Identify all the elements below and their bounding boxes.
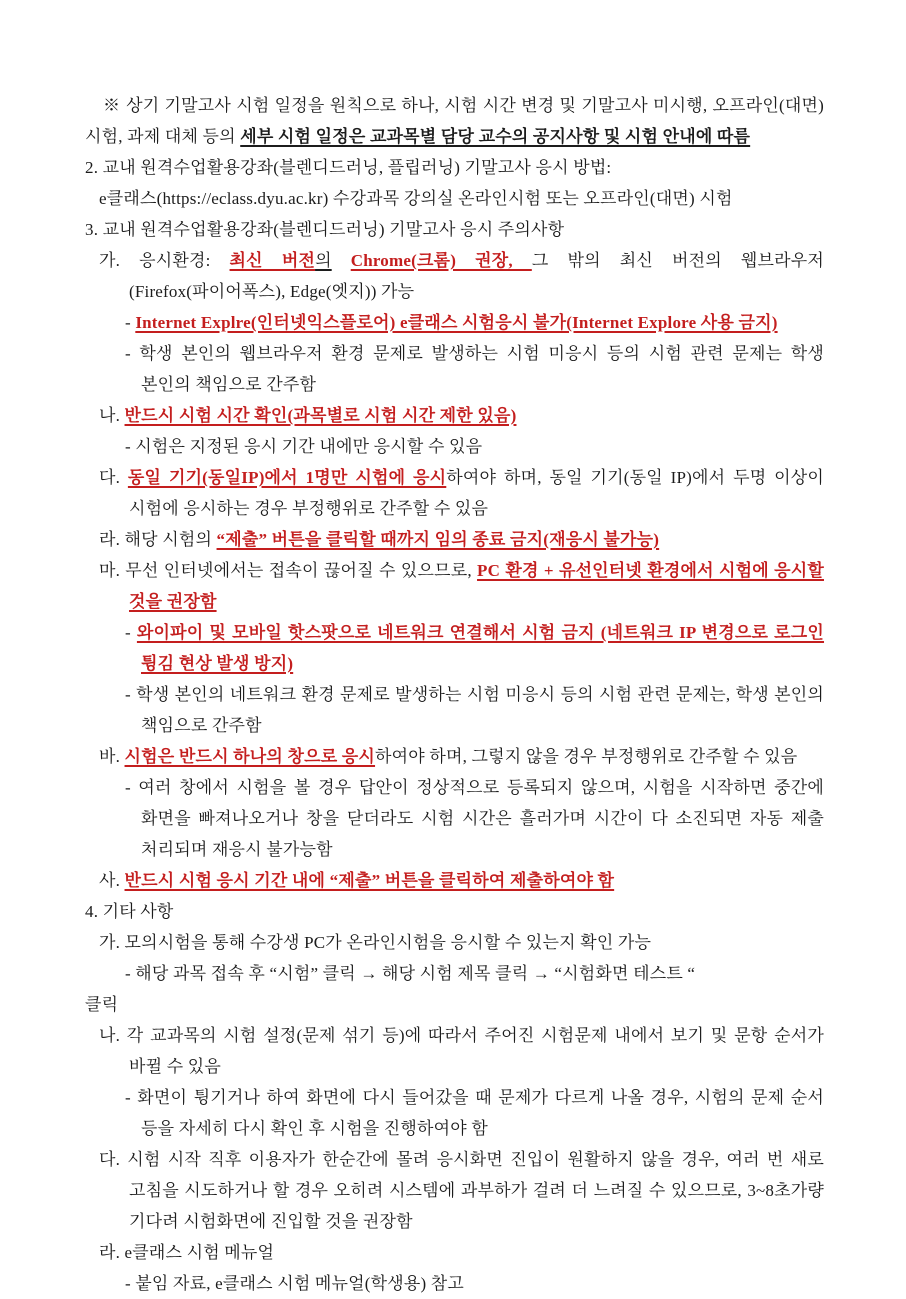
text-segment: 바. [99, 747, 125, 766]
text-segment: - [125, 623, 137, 642]
red-underline-segment: 반드시 시험 시간 확인(과목별로 시험 시간 제한 있음) [124, 406, 517, 425]
text-segment: 다. 시험 시작 직후 이용자가 한순간에 몰려 응시화면 진입이 원활하지 않을 경우, 여러 번 새로 고침을 시도하거나 할 경우 오히려 시스템에 과부하가 걸려 더 느려질 수 있으므로, 3~8초가량 기다려 시험화면에 진입할 것을 권장함 [99, 1150, 824, 1231]
item-3-ma-dash-network-responsibility [125, 679, 824, 741]
item-3-ma-dash-no-wifi [125, 617, 824, 679]
item-4-da-server-load [99, 1144, 824, 1237]
item-2-eclass-url [99, 183, 824, 214]
item-3-ra-no-exit [99, 524, 824, 555]
text-segment: 그 밖의 최신 버전의 웹브라우저(Firefox(파이어폭스), Edge(엣지)) 가능 [129, 251, 824, 301]
item-3-da-same-device [99, 462, 824, 524]
text-segment: 하여야 하며, 동일 기기(동일 IP)에서 두명 이상이 시험에 응시하는 경우 부정행위로 간주할 수 있음 [129, 468, 825, 518]
text-segment [332, 251, 351, 270]
text-segment: 다. [99, 468, 128, 487]
item-4-ga-dash-click-wrap [85, 989, 824, 1020]
text-segment: 나. [99, 406, 125, 425]
red-underline-segment: 최신 버전 [229, 251, 316, 270]
text-segment: 나. 각 교과목의 시험 설정(문제 섞기 등)에 따라서 주어진 시험문제 내에서 보기 및 문항 순서가 바뀔 수 있음 [99, 1026, 824, 1076]
text-segment: 3. 교내 원격수업활용강좌(블렌디드러닝) 기말고사 응시 주의사항 [85, 220, 565, 239]
item-4-ra-dash-attachment [125, 1268, 824, 1299]
item-3-ma-wired-internet [99, 555, 824, 617]
item-4-na-dash-recheck-order [125, 1082, 824, 1144]
red-underline-segment: “제출” 버튼을 클릭할 때까지 임의 종료 금지(재응시 불가능) [216, 530, 660, 549]
note-exam-schedule [85, 90, 824, 152]
item-3-na-check-time [99, 400, 824, 431]
text-segment: 라. 해당 시험의 [99, 530, 217, 549]
text-segment: - [125, 313, 136, 332]
red-underline-segment: 와이파이 및 모바일 핫스팟으로 네트워크 연결해서 시험 금지 (네트워크 IP 변경으로 로그인 튕김 현상 발생 방지) [136, 623, 825, 673]
text-segment: 라. e클래스 시험 메뉴얼 [99, 1243, 275, 1262]
item-4-ga-mock-exam [99, 927, 824, 958]
text-segment: 4. 기타 사항 [85, 902, 174, 921]
red-underline-segment: Chrome(크롬) 권장, [350, 251, 532, 270]
text-segment: 사. [99, 871, 125, 890]
text-segment: - 여러 창에서 시험을 볼 경우 답안이 정상적으로 등록되지 않으며, 시험을 시작하면 중간에 화면을 빠져나오거나 창을 닫더라도 시험 시간은 흘러가며 시간이 다 소진되면 자동 제출 처리되며 재응시 불가능함 [125, 778, 824, 859]
text-segment: - 학생 본인의 네트워크 환경 문제로 발생하는 시험 미응시 등의 시험 관련 문제는, 학생 본인의 책임으로 간주함 [125, 685, 824, 735]
text-segment: - 붙임 자료, e클래스 시험 메뉴얼(학생용) 참고 [125, 1274, 465, 1293]
item-4-ga-dash-test-steps [125, 958, 824, 989]
text-segment: 가. 응시환경: [99, 251, 230, 270]
item-3-precautions [85, 214, 824, 245]
text-segment: - 해당 과목 접속 후 “시험” 클릭 → 해당 시험 제목 클릭 → “시험화면 테스트 “ [125, 964, 696, 983]
text-segment: - 학생 본인의 웹브라우저 환경 문제로 발생하는 시험 미응시 등의 시험 관련 문제는 학생 본인의 책임으로 간주함 [125, 344, 824, 394]
item-4-ra-manual [99, 1237, 824, 1268]
text-segment: - 화면이 튕기거나 하여 화면에 다시 들어갔을 때 문제가 다르게 나올 경우, 시험의 문제 순서 등을 자세히 다시 확인 후 시험을 진행하여야 함 [125, 1088, 824, 1138]
item-3-ba-dash-multiple-windows [125, 772, 824, 865]
item-3-ga-dash-ie-ban [125, 307, 824, 338]
item-3-na-dash-period [125, 431, 824, 462]
bold-underline-segment: 세부 시험 일정은 교과목별 담당 교수의 공지사항 및 시험 안내에 따름 [240, 127, 751, 146]
text-segment: ※ 상기 기말고사 시험 일정을 원칙으로 하나, 시험 시간 변경 및 기말고사 미시행, 오프라인(대면) 시험, 과제 대체 등의 [85, 96, 824, 146]
underline-segment: 의 [315, 251, 332, 270]
item-4-na-question-shuffle [99, 1020, 824, 1082]
red-underline-segment: 시험은 반드시 하나의 창으로 응시 [124, 747, 376, 766]
item-3-ga-environment [99, 245, 824, 307]
text-segment: 마. 무선 인터넷에서는 접속이 끊어질 수 있으므로, [99, 561, 478, 580]
text-segment: e클래스(https://eclass.dyu.ac.kr) 수강과목 강의실 온라인시험 또는 오프라인(대면) 시험 [99, 189, 733, 208]
text-segment: 클릭 [85, 995, 119, 1014]
red-underline-segment: 반드시 시험 응시 기간 내에 “제출” 버튼을 클릭하여 제출하여야 함 [124, 871, 615, 890]
item-2-exam-method [85, 152, 824, 183]
red-underline-segment: 동일 기기(동일IP)에서 1명만 시험에 응시 [127, 468, 447, 487]
red-underline-segment: Internet Explre(인터넷익스플로어) e클래스 시험응시 불가(Internet Explore 사용 금지) [135, 313, 778, 332]
text-segment: - 시험은 지정된 응시 기간 내에만 응시할 수 있음 [125, 437, 483, 456]
item-3-ba-single-window [99, 741, 824, 772]
item-3-ga-dash-browser-responsibility [125, 338, 824, 400]
text-segment: 가. 모의시험을 통해 수강생 PC가 온라인시험을 응시할 수 있는지 확인 가능 [99, 933, 652, 952]
item-3-sa-submit-button [99, 865, 824, 896]
text-segment: 2. 교내 원격수업활용강좌(블렌디드러닝, 플립러닝) 기말고사 응시 방법: [85, 158, 612, 177]
red-underline-segment: PC 환경 + 유선인터넷 환경에서 시험에 응시할 것을 권장함 [129, 561, 824, 611]
text-segment: 하여야 하며, 그렇지 않을 경우 부정행위로 간주할 수 있음 [375, 747, 798, 766]
item-4-etc [85, 896, 824, 927]
